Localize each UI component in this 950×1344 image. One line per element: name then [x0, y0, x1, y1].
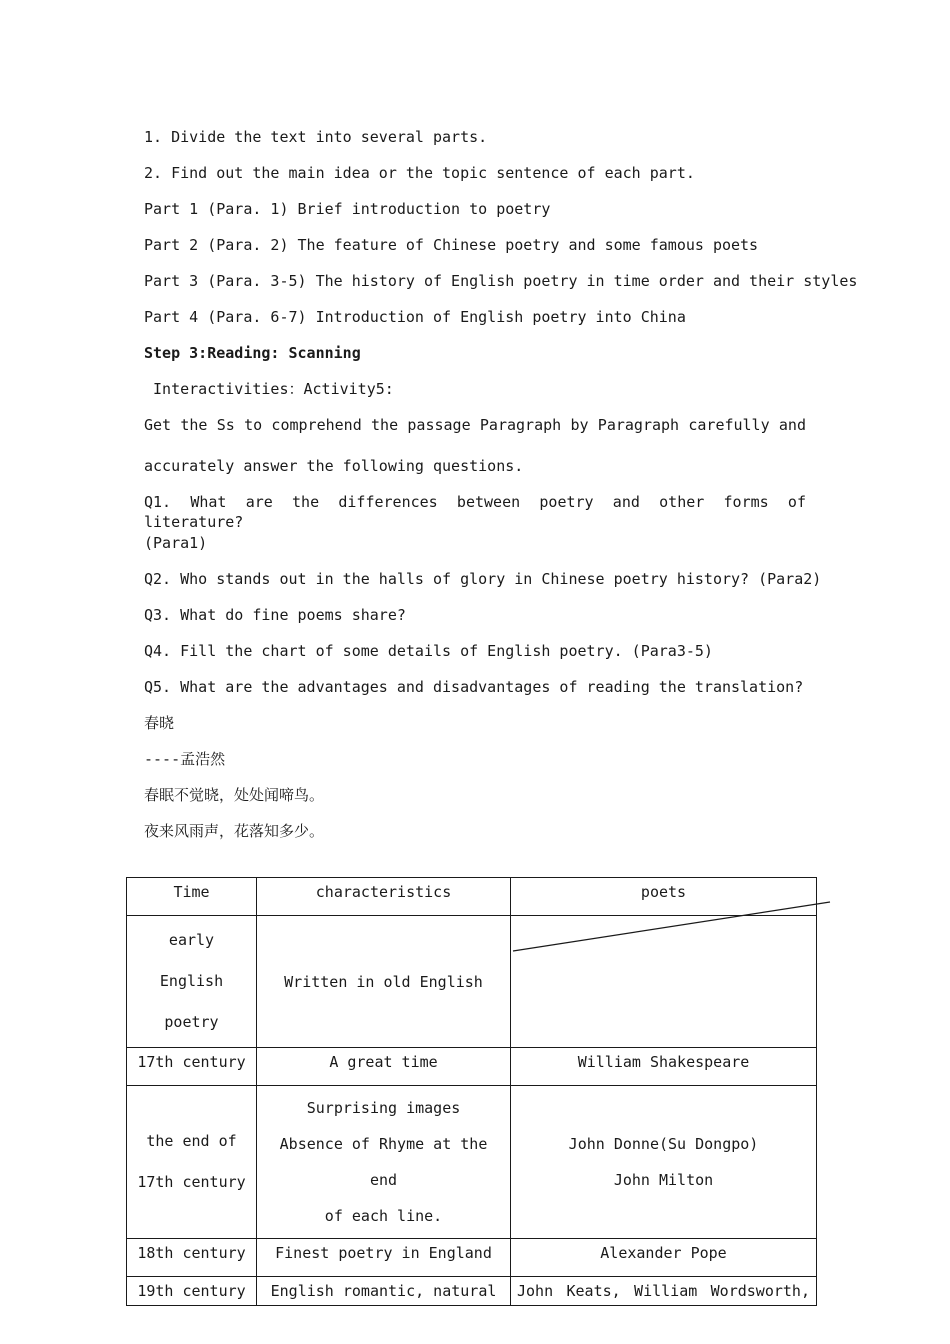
- time-line-2: poetry: [164, 1013, 219, 1031]
- char-line-3: of each line.: [324, 1207, 443, 1225]
- step3-heading: Step 3:Reading: Scanning: [144, 344, 361, 362]
- question-1-para: (Para1): [144, 534, 208, 552]
- part-1: Part 1 (Para. 1) Brief introduction to poetry: [144, 200, 551, 218]
- poets-cell: John Keats, William Wordsworth,: [511, 1277, 817, 1306]
- header-poets: poets: [511, 878, 817, 916]
- table-row: [127, 1086, 817, 1239]
- poets-cell-blank: [511, 916, 817, 1048]
- characteristics-cell: Written in old English: [257, 916, 511, 1048]
- interactivities-label: Interactivities：Activity5:: [144, 380, 394, 398]
- time-cell: 18th century: [127, 1239, 257, 1277]
- characteristics-cell: English romantic, natural: [257, 1277, 511, 1306]
- step-item-main-idea: 2. Find out the main idea or the topic sentence of each part.: [144, 164, 695, 182]
- chart-header-row: [127, 878, 817, 916]
- poets-cell: [511, 1086, 817, 1239]
- characteristics-cell: A great time: [257, 1048, 511, 1086]
- poet-line-2: John Milton: [613, 1171, 714, 1189]
- table-row: [127, 1239, 817, 1277]
- header-characteristics: characteristics: [257, 878, 511, 916]
- instruction-line-1: Get the Ss to comprehend the passage Paragraph by Paragraph carefully and: [144, 416, 806, 434]
- table-row: [127, 916, 817, 1048]
- poem-verse-1: 春眠不觉晓，处处闻啼鸟。: [144, 786, 325, 804]
- time-cell: [127, 1086, 257, 1239]
- time-line-1: early English: [159, 931, 224, 990]
- english-poetry-chart: [126, 877, 817, 1306]
- part-2: Part 2 (Para. 2) The feature of Chinese poetry and some famous poets: [144, 236, 759, 254]
- question-3: Q3. What do fine poems share?: [144, 606, 406, 624]
- time-cell: [127, 916, 257, 1048]
- header-time: Time: [127, 878, 257, 916]
- question-1: Q1. What are the differences between poetry and other forms of literature?: [144, 493, 806, 531]
- poets-cell: Alexander Pope: [511, 1239, 817, 1277]
- poem-title: 春晓: [144, 714, 175, 732]
- instruction-line-2: accurately answer the following questions.: [144, 457, 524, 475]
- table-row: [127, 1277, 817, 1306]
- time-cell: 17th century: [127, 1048, 257, 1086]
- table-row: [127, 1048, 817, 1086]
- question-2: Q2. Who stands out in the halls of glory in Chinese poetry history? (Para2): [144, 570, 822, 588]
- step-item-divide: 1. Divide the text into several parts.: [144, 128, 488, 146]
- characteristics-cell: Finest poetry in England: [257, 1239, 511, 1277]
- char-line-1: Surprising images: [306, 1099, 461, 1117]
- poem-verse-2: 夜来风雨声，花落知多少。: [144, 822, 325, 840]
- char-line-2: Absence of Rhyme at the end: [279, 1135, 488, 1189]
- characteristics-cell: [257, 1086, 511, 1239]
- poet-line-1: John Donne(Su Dongpo): [568, 1135, 759, 1153]
- part-4: Part 4 (Para. 6-7) Introduction of English poetry into China: [144, 308, 686, 326]
- poem-author: ----孟浩然: [144, 750, 226, 768]
- poets-cell: William Shakespeare: [511, 1048, 817, 1086]
- question-4: Q4. Fill the chart of some details of English poetry. (Para3-5): [144, 642, 713, 660]
- part-3: Part 3 (Para. 3-5) The history of English poetry in time order and their styles: [144, 272, 858, 290]
- time-line-2: 17th century: [137, 1173, 246, 1191]
- time-line-1: the end of: [146, 1132, 237, 1150]
- question-5: Q5. What are the advantages and disadvantages of reading the translation?: [144, 678, 804, 696]
- time-cell: 19th century: [127, 1277, 257, 1306]
